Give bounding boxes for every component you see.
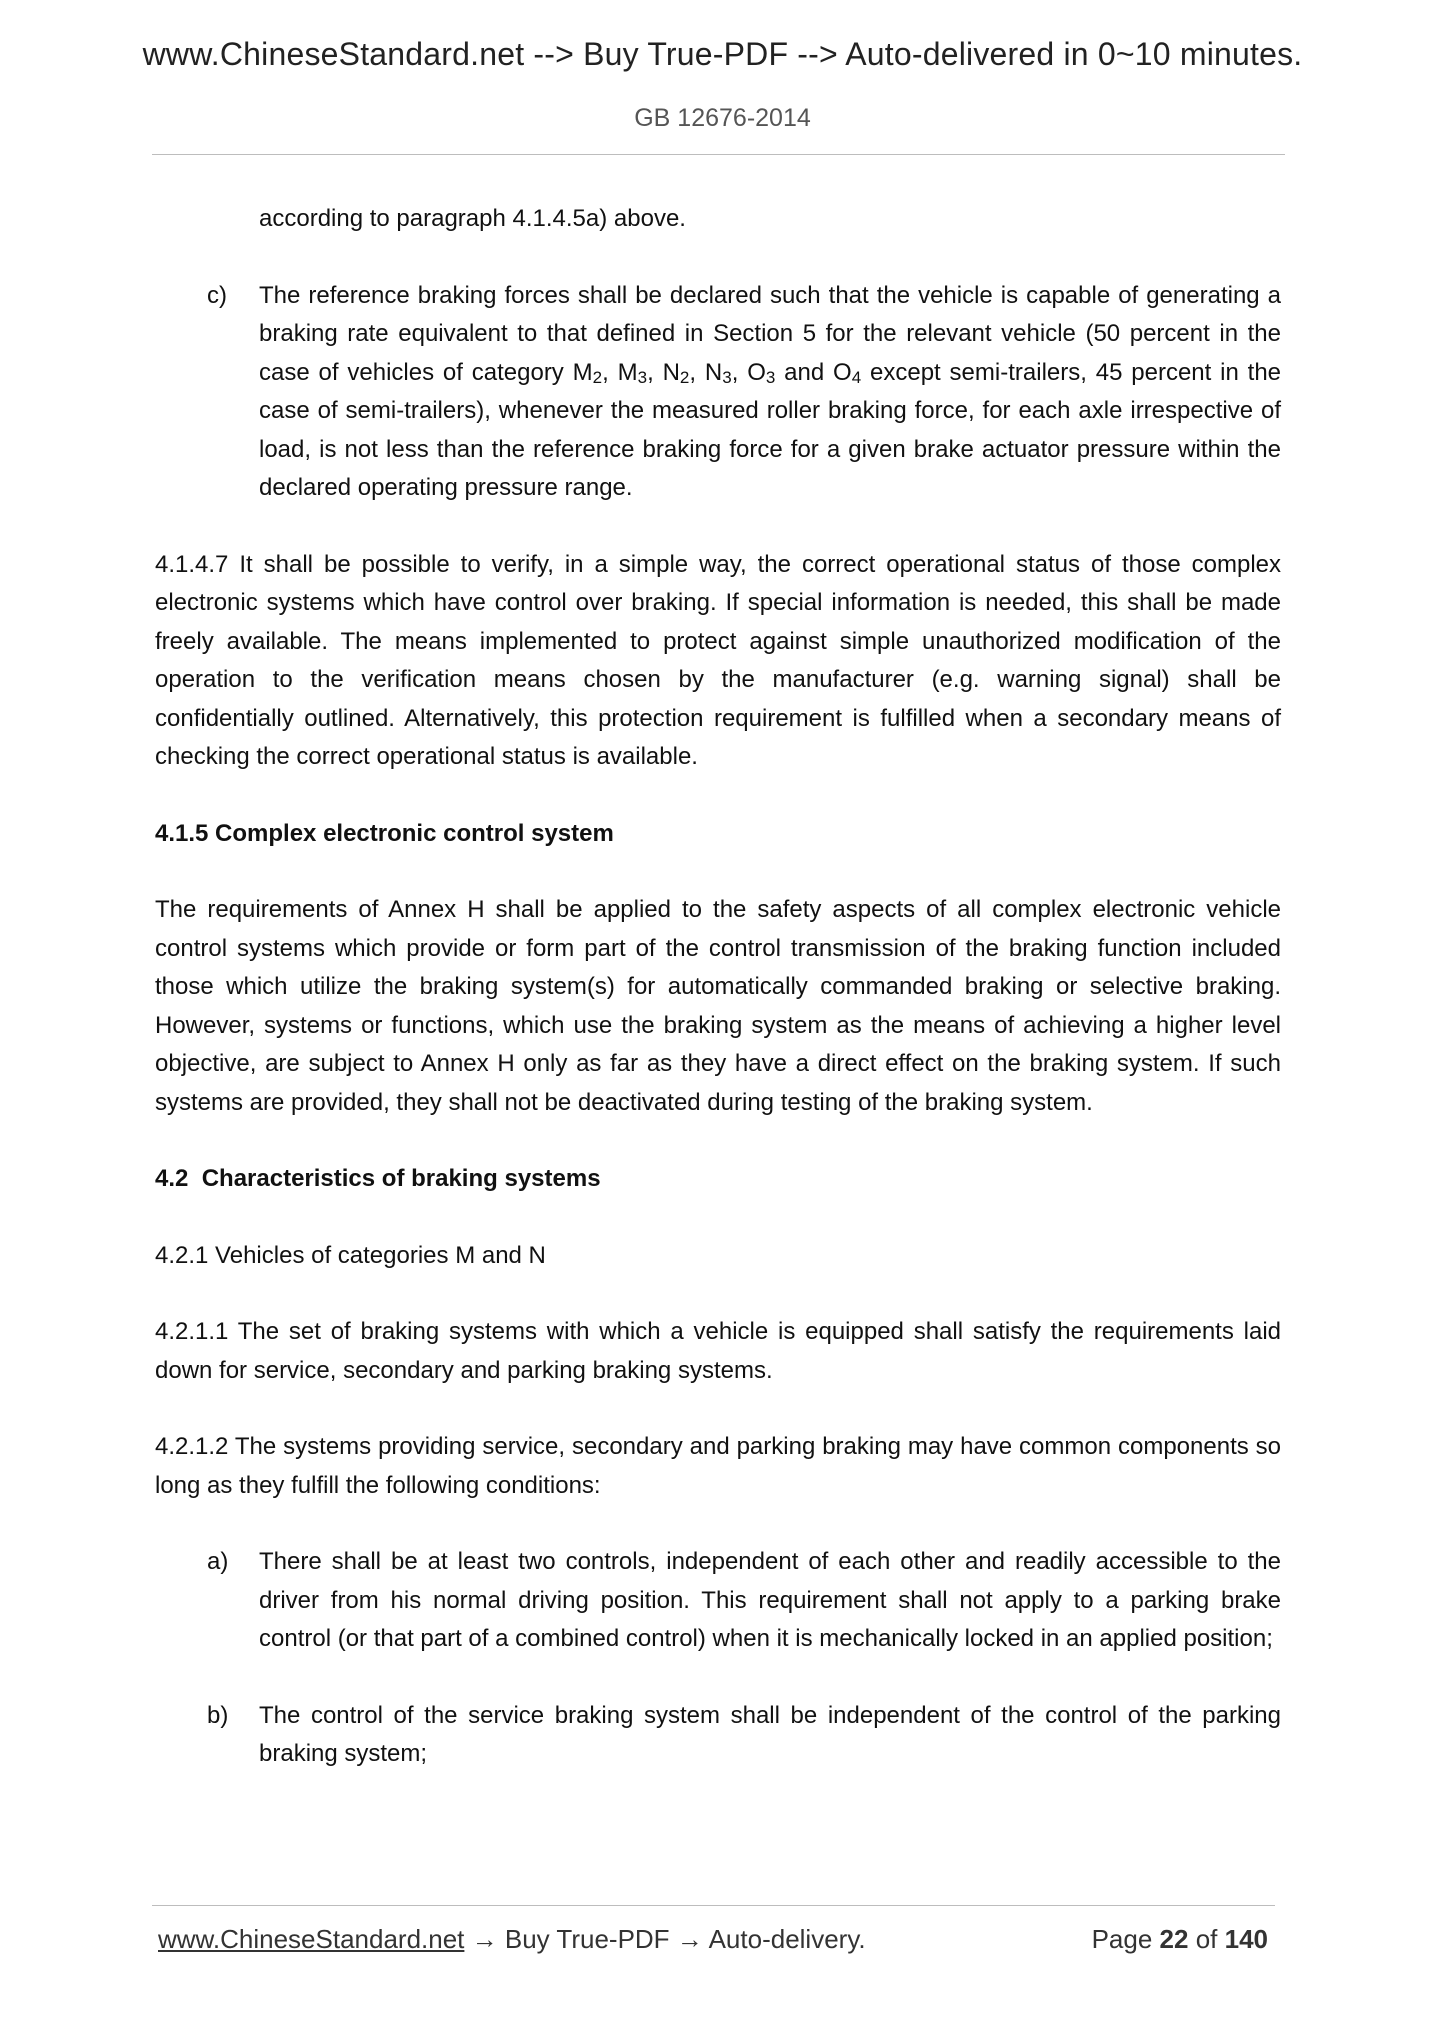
page-number: Page 22 of 140 xyxy=(1091,1924,1268,1954)
list-item-text: There shall be at least two controls, independent of each other and readily accessible to the driver from his normal driving position. This requirement shall not apply to a parking brake control (or that part of a combined control) when it is mechanically locked in an applied position; xyxy=(259,1548,1281,1652)
paragraph-continuation: according to paragraph 4.1.4.5a) above. xyxy=(259,205,686,232)
paragraph-4-1-5: The requirements of Annex H shall be applied to the safety aspects of all complex electronic vehicle control systems which provide or form part of the control transmission of the braking function included those which utilize the braking system(s) for automatically commanded braking or selective braking. However, systems or functions, which use the braking system as the means of achieving a higher level objective, are subject to Annex H only as far as they have a direct effect on the braking system. If such systems are provided, they shall not be deactivated during testing of the braking system. xyxy=(155,896,1281,1116)
list-item-a xyxy=(155,1543,1281,1659)
document-code: GB 12676-2014 xyxy=(634,104,811,132)
paragraph-4-1-4-7: 4.1.4.7 It shall be possible to verify, in a simple way, the correct operational status of those complex electronic systems which have control over braking. If special information is needed, this shall be made freely available. The means implemented to protect against simple unauthorized modification of the operation to the verification means chosen by the manufacturer (e.g. warning signal) shall be confidentially outlined. Alternatively, this protection requirement is fulfilled when a secondary means of checking the correct operational status is available. xyxy=(155,550,1281,770)
section-heading-4-2: 4.2 Characteristics of braking systems xyxy=(155,1165,601,1192)
footer-divider xyxy=(152,1905,1275,1906)
paragraph-4-2-1-2: 4.2.1.2 The systems providing service, secondary and parking braking may have common components so long as they fulfill the following conditions: xyxy=(155,1433,1281,1499)
total-pages: 140 xyxy=(1224,1924,1268,1954)
section-heading-4-1-5: 4.1.5 Complex electronic control system xyxy=(155,819,614,847)
paragraph-4-2-1: 4.2.1 Vehicles of categories M and N xyxy=(155,1241,546,1269)
list-item-text: The reference braking forces shall be declared such that the vehicle is capable of generating a braking rate equivalent to that defined in Section 5 for the relevant vehicle (50 percent in the case of vehicles of category $M_2$, $M_3$, $N_2$, $N_3$, $O_3$ and $O_4$ except semi-trailers, 45 percent in the case of semi-trailers), whenever the measured roller braking force, for each axle irrespective of load, is not less than the reference braking force for a given brake actuator pressure within the declared operating pressure range. xyxy=(259,281,1282,501)
paragraph-4-2-1-1: 4.2.1.1 The set of braking systems with which a vehicle is equipped shall satisfy the requirements laid down for service, secondary and parking braking systems. xyxy=(155,1318,1281,1384)
footer-site-link[interactable]: www.ChineseStandard.net xyxy=(158,1924,465,1954)
header-divider xyxy=(152,154,1285,155)
header-banner: www.ChineseStandard.net --> Buy True-PDF --> Auto-delivered in 0~10 minutes. xyxy=(142,36,1303,72)
arrow-icon: → xyxy=(464,1924,505,1954)
list-item-c xyxy=(155,277,1281,508)
list-item-text: The control of the service braking system shall be independent of the control of the parking braking system; xyxy=(259,1701,1281,1767)
footer-links xyxy=(158,1924,866,1955)
arrow-icon: → xyxy=(669,1924,709,1954)
current-page: 22 xyxy=(1159,1924,1189,1954)
page-body xyxy=(155,200,1281,1774)
list-marker: b) xyxy=(207,1701,229,1729)
footer-buy-text: Buy True-PDF xyxy=(504,1924,670,1954)
list-marker: c) xyxy=(207,281,227,309)
list-marker: a) xyxy=(207,1548,229,1575)
list-item-b xyxy=(155,1697,1281,1774)
footer-auto-text: Auto-delivery. xyxy=(708,1924,866,1954)
